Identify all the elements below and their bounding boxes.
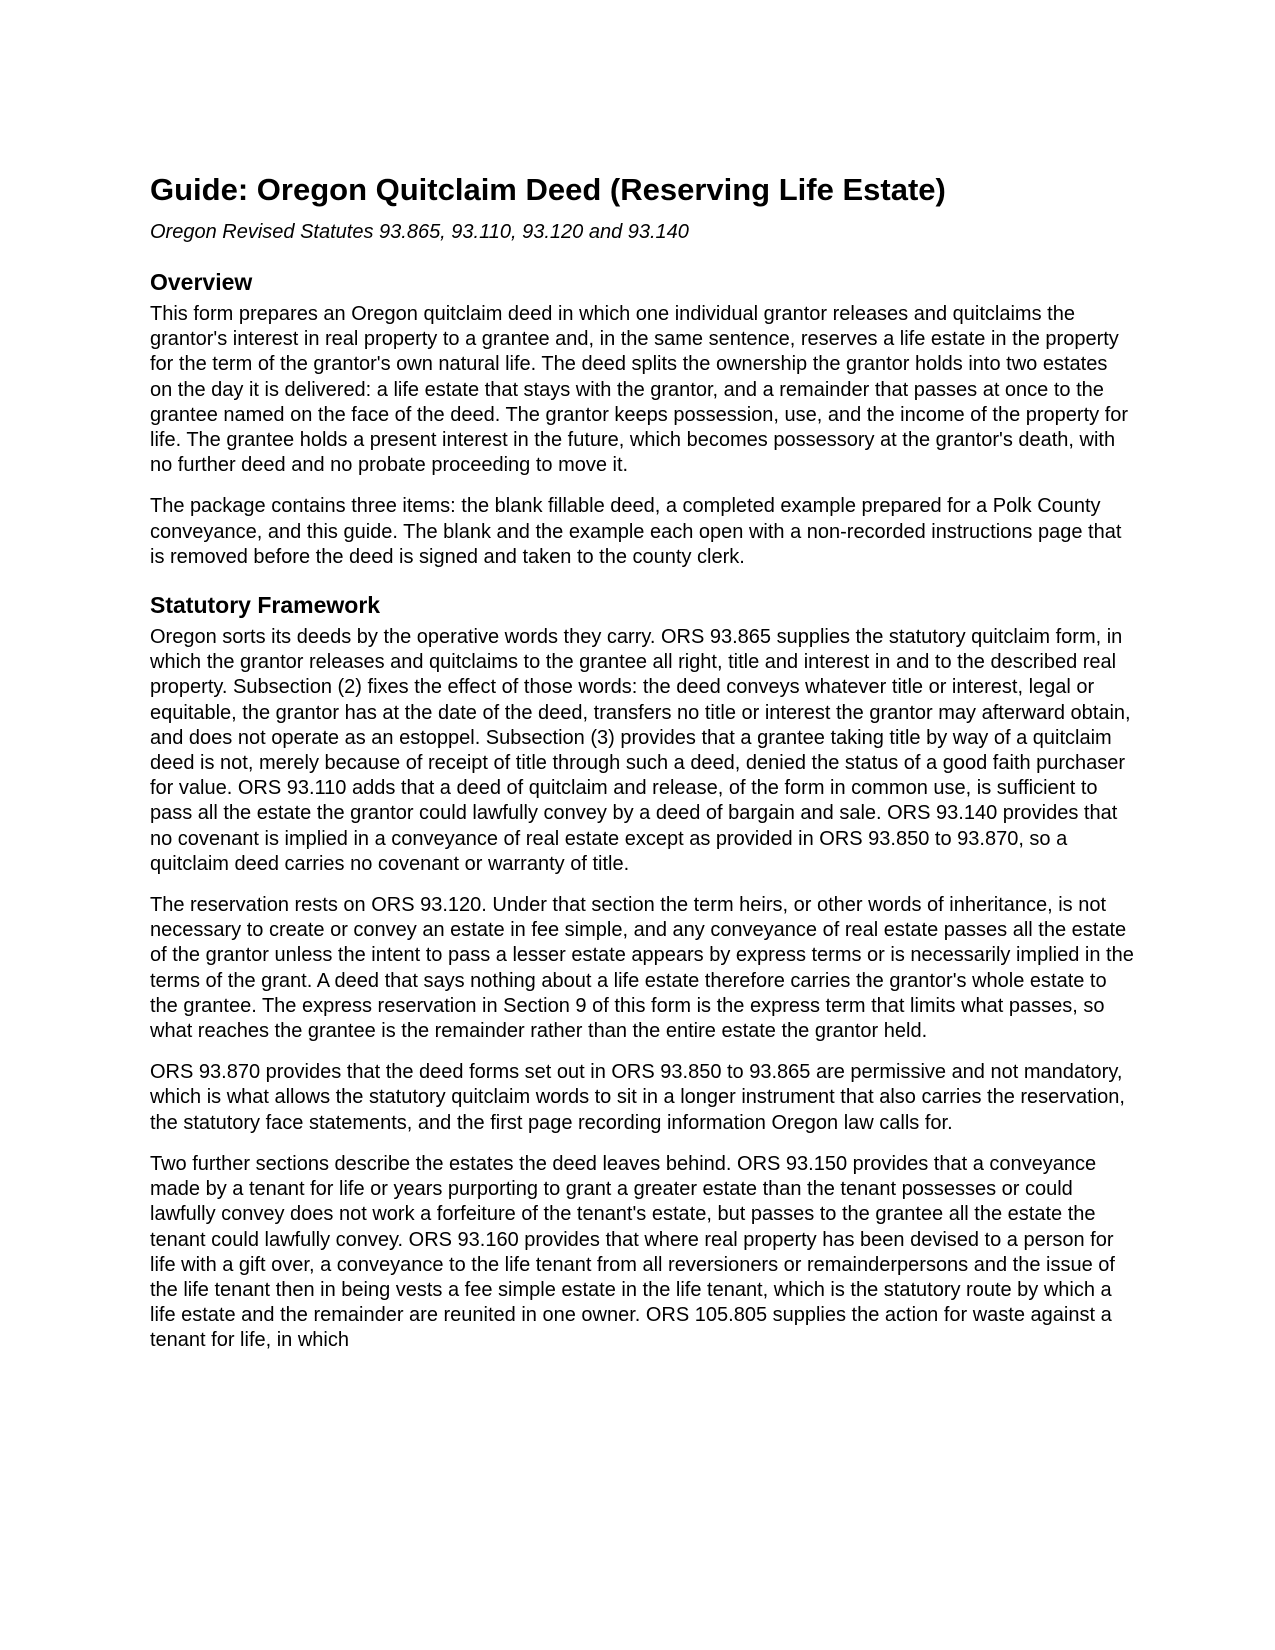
document-subtitle: Oregon Revised Statutes 93.865, 93.110, 93.120 and 93.140	[150, 221, 689, 243]
framework-paragraph-2: The reservation rests on ORS 93.120. Under that section the term heirs, or other words of inheritance, is not necessary to create or convey an estate in fee simple, and any conveyance of real estate passes all the estate of the grantor unless the intent to pass a lesser estate appears by express terms or is necessarily implied in the terms of the grant. A deed that says nothing about a life estate therefore carries the grantor's whole estate to the grantee. The express reservation in Section 9 of this form is the express term that limits what passes, so what reaches the grantee is the remainder rather than the entire estate the grantor held.	[150, 894, 1134, 1043]
overview-paragraph-1: This form prepares an Oregon quitclaim deed in which one individual grantor releases and quitclaims the grantor's interest in real property to a grantee and, in the same sentence, reserves a life estate in the property for the term of the grantor's own natural life. The deed splits the ownership the grantor holds into two estates on the day it is delivered: a life estate that stays with the grantor, and a remainder that passes at once to the grantee named on the face of the deed. The grantor keeps possession, use, and the income of the property for life. The grantee holds a present interest in the future, which becomes possessory at the grantor's death, with no further deed and no probate proceeding to move it.	[150, 303, 1129, 477]
document-title: Guide: Oregon Quitclaim Deed (Reserving Life Estate)	[150, 172, 946, 207]
overview-paragraph-2: The package contains three items: the blank fillable deed, a completed example prepared for a Polk County conveyance, and this guide. The blank and the example each open with a non-recorded instructions page that is removed before the deed is signed and taken to the county clerk.	[150, 495, 1122, 568]
document-page	[150, 170, 1134, 1354]
framework-paragraph-4: Two further sections describe the estates the deed leaves behind. ORS 93.150 provides that a conveyance made by a tenant for life or years purporting to grant a greater estate than the tenant possesses or could lawfully convey does not work a forfeiture of the tenant's estate, but passes to the grantee all the estate the tenant could lawfully convey. ORS 93.160 provides that where real property has been devised to a person for life with a gift over, a conveyance to the life tenant from all reversioners or remainderpersons and the issue of the life tenant then in being vests a fee simple estate in the life tenant, which is the statutory route by which a life estate and the remainder are reunited in one owner. ORS 105.805 supplies the action for waste against a tenant for life, in which	[150, 1152, 1115, 1352]
framework-paragraph-3: ORS 93.870 provides that the deed forms set out in ORS 93.850 to 93.865 are permissive and not mandatory, which is what allows the statutory quitclaim words to sit in a longer instrument that also carries the reservation, the statutory face statements, and the first page recording information Oregon law calls for.	[150, 1061, 1125, 1134]
framework-paragraph-1: Oregon sorts its deeds by the operative words they carry. ORS 93.865 supplies the statutory quitclaim form, in which the grantor releases and quitclaims to the grantee all right, title and interest in and to the described real property. Subsection (2) fixes the effect of those words: the deed conveys whatever title or interest, legal or equitable, the grantor has at the date of the deed, transfers no title or interest the grantor may afterward obtain, and does not operate as an estoppel. Subsection (3) provides that a grantee taking title by way of a quitclaim deed is not, merely because of receipt of title through such a deed, denied the status of a good faith purchaser for value. ORS 93.110 adds that a deed of quitclaim and release, of the form in common use, is sufficient to pass all the estate the grantor could lawfully convey by a deed of bargain and sale. ORS 93.140 provides that no covenant is implied in a conveyance of real estate except as provided in ORS 93.850 to 93.870, so a quitclaim deed carries no covenant or warranty of title.	[150, 626, 1131, 875]
section-heading-statutory-framework: Statutory Framework	[150, 592, 381, 619]
section-heading-overview: Overview	[150, 269, 253, 295]
